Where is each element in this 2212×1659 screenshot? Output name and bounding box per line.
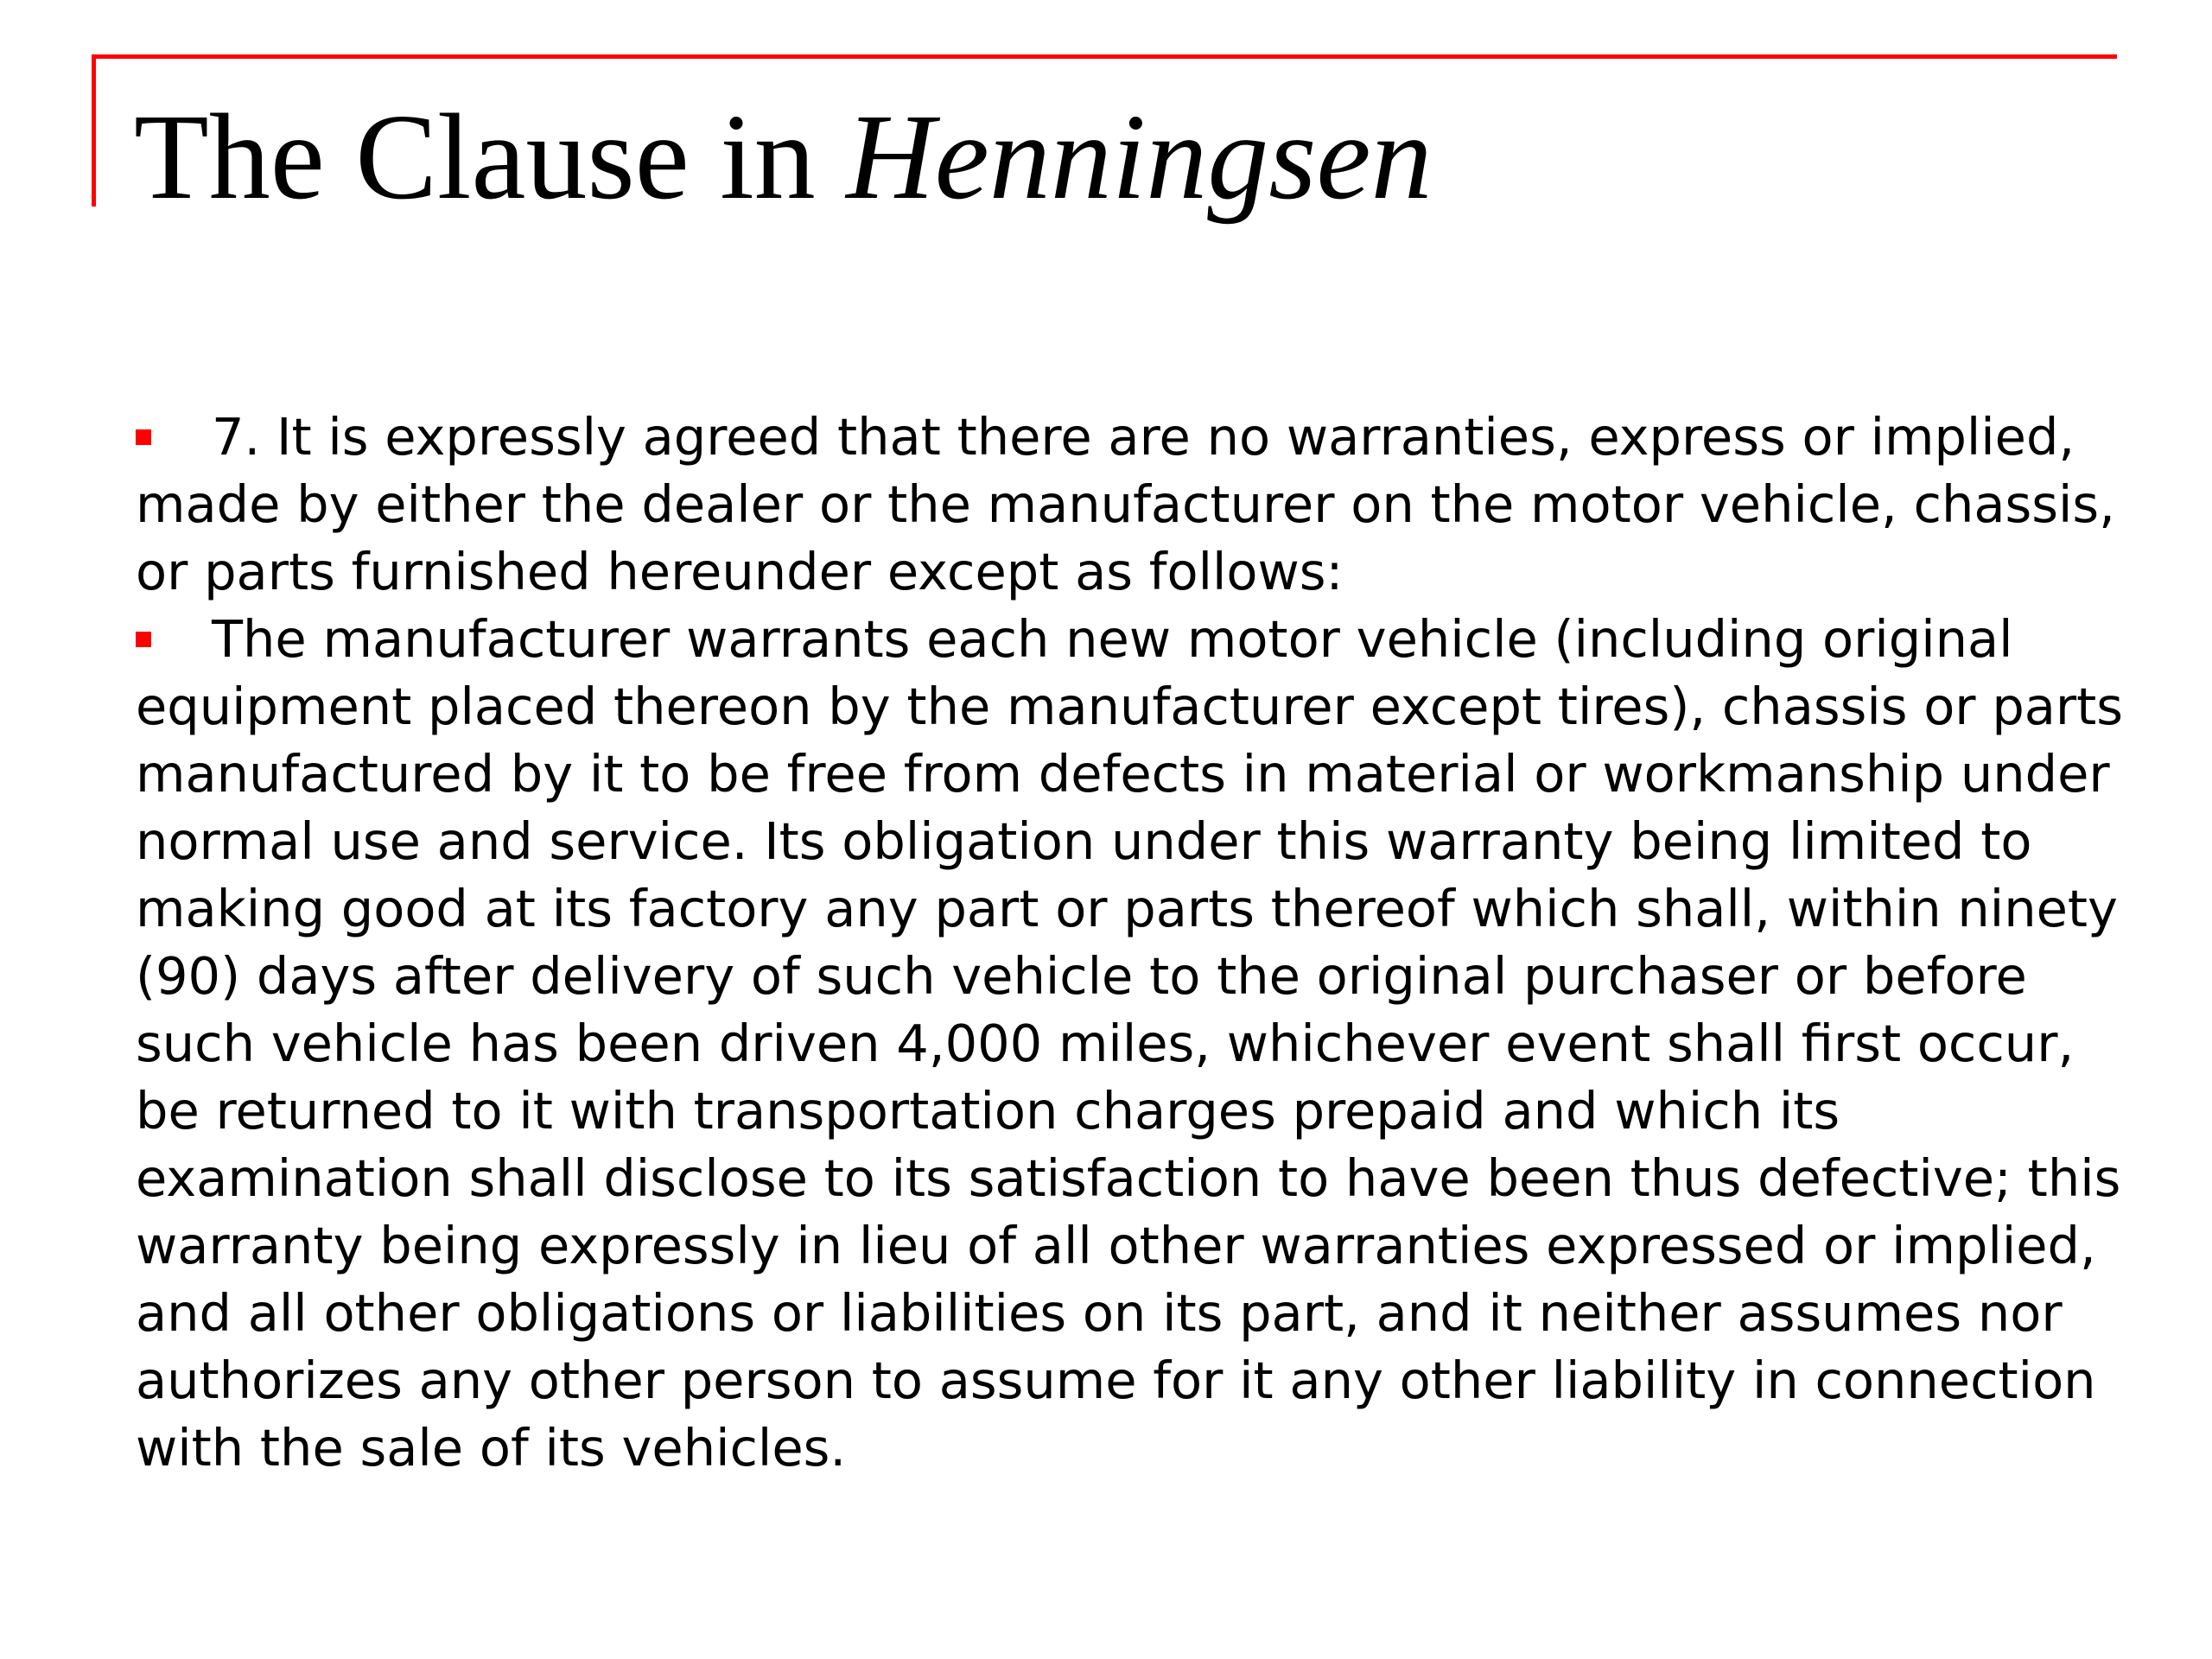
slide-title-prefix: The Clause in <box>134 88 847 225</box>
slide-title <box>134 86 1433 227</box>
title-left-rule <box>92 54 96 207</box>
square-bullet-icon <box>136 632 151 647</box>
bullet-text: The manufacturer warrants each new motor vehicle (including original equipment placed thereon by the manufacturer except tires), chassis or parts manufactured by it to be free from defects in material or workmanship under normal use and service. Its obligation under this warranty being limited to making good at its factory any part or parts thereof which shall, within ninety (90) days after delivery of such vehicle to the original purchaser or before such vehicle has been driven 4,000 miles, whichever event shall first occur, be returned to it with transportation charges prepaid and which its examination shall disclose to its satisfaction to have been thus defective; this warranty being expressly in lieu of all other warranties expressed or implied, and all other obligations or liabilities on its part, and it neither assumes nor authorizes any other person to assume for it any other liability in connection with the sale of its vehicles. <box>136 609 2124 1478</box>
bullet-text: 7. It is expressly agreed that there are no warranties, express or implied, made by either the dealer or the manufacturer on the motor vehicle, chassis, or parts furnished hereunder except as follows: <box>136 407 2115 601</box>
bullet-item-clause-7 <box>136 404 2132 606</box>
title-top-rule <box>92 54 2117 59</box>
slide-body <box>136 404 2132 1482</box>
bullet-item-manufacturer-warranty <box>136 606 2132 1482</box>
slide-title-italic: Henningsen <box>846 88 1433 225</box>
square-bullet-icon <box>136 429 151 445</box>
